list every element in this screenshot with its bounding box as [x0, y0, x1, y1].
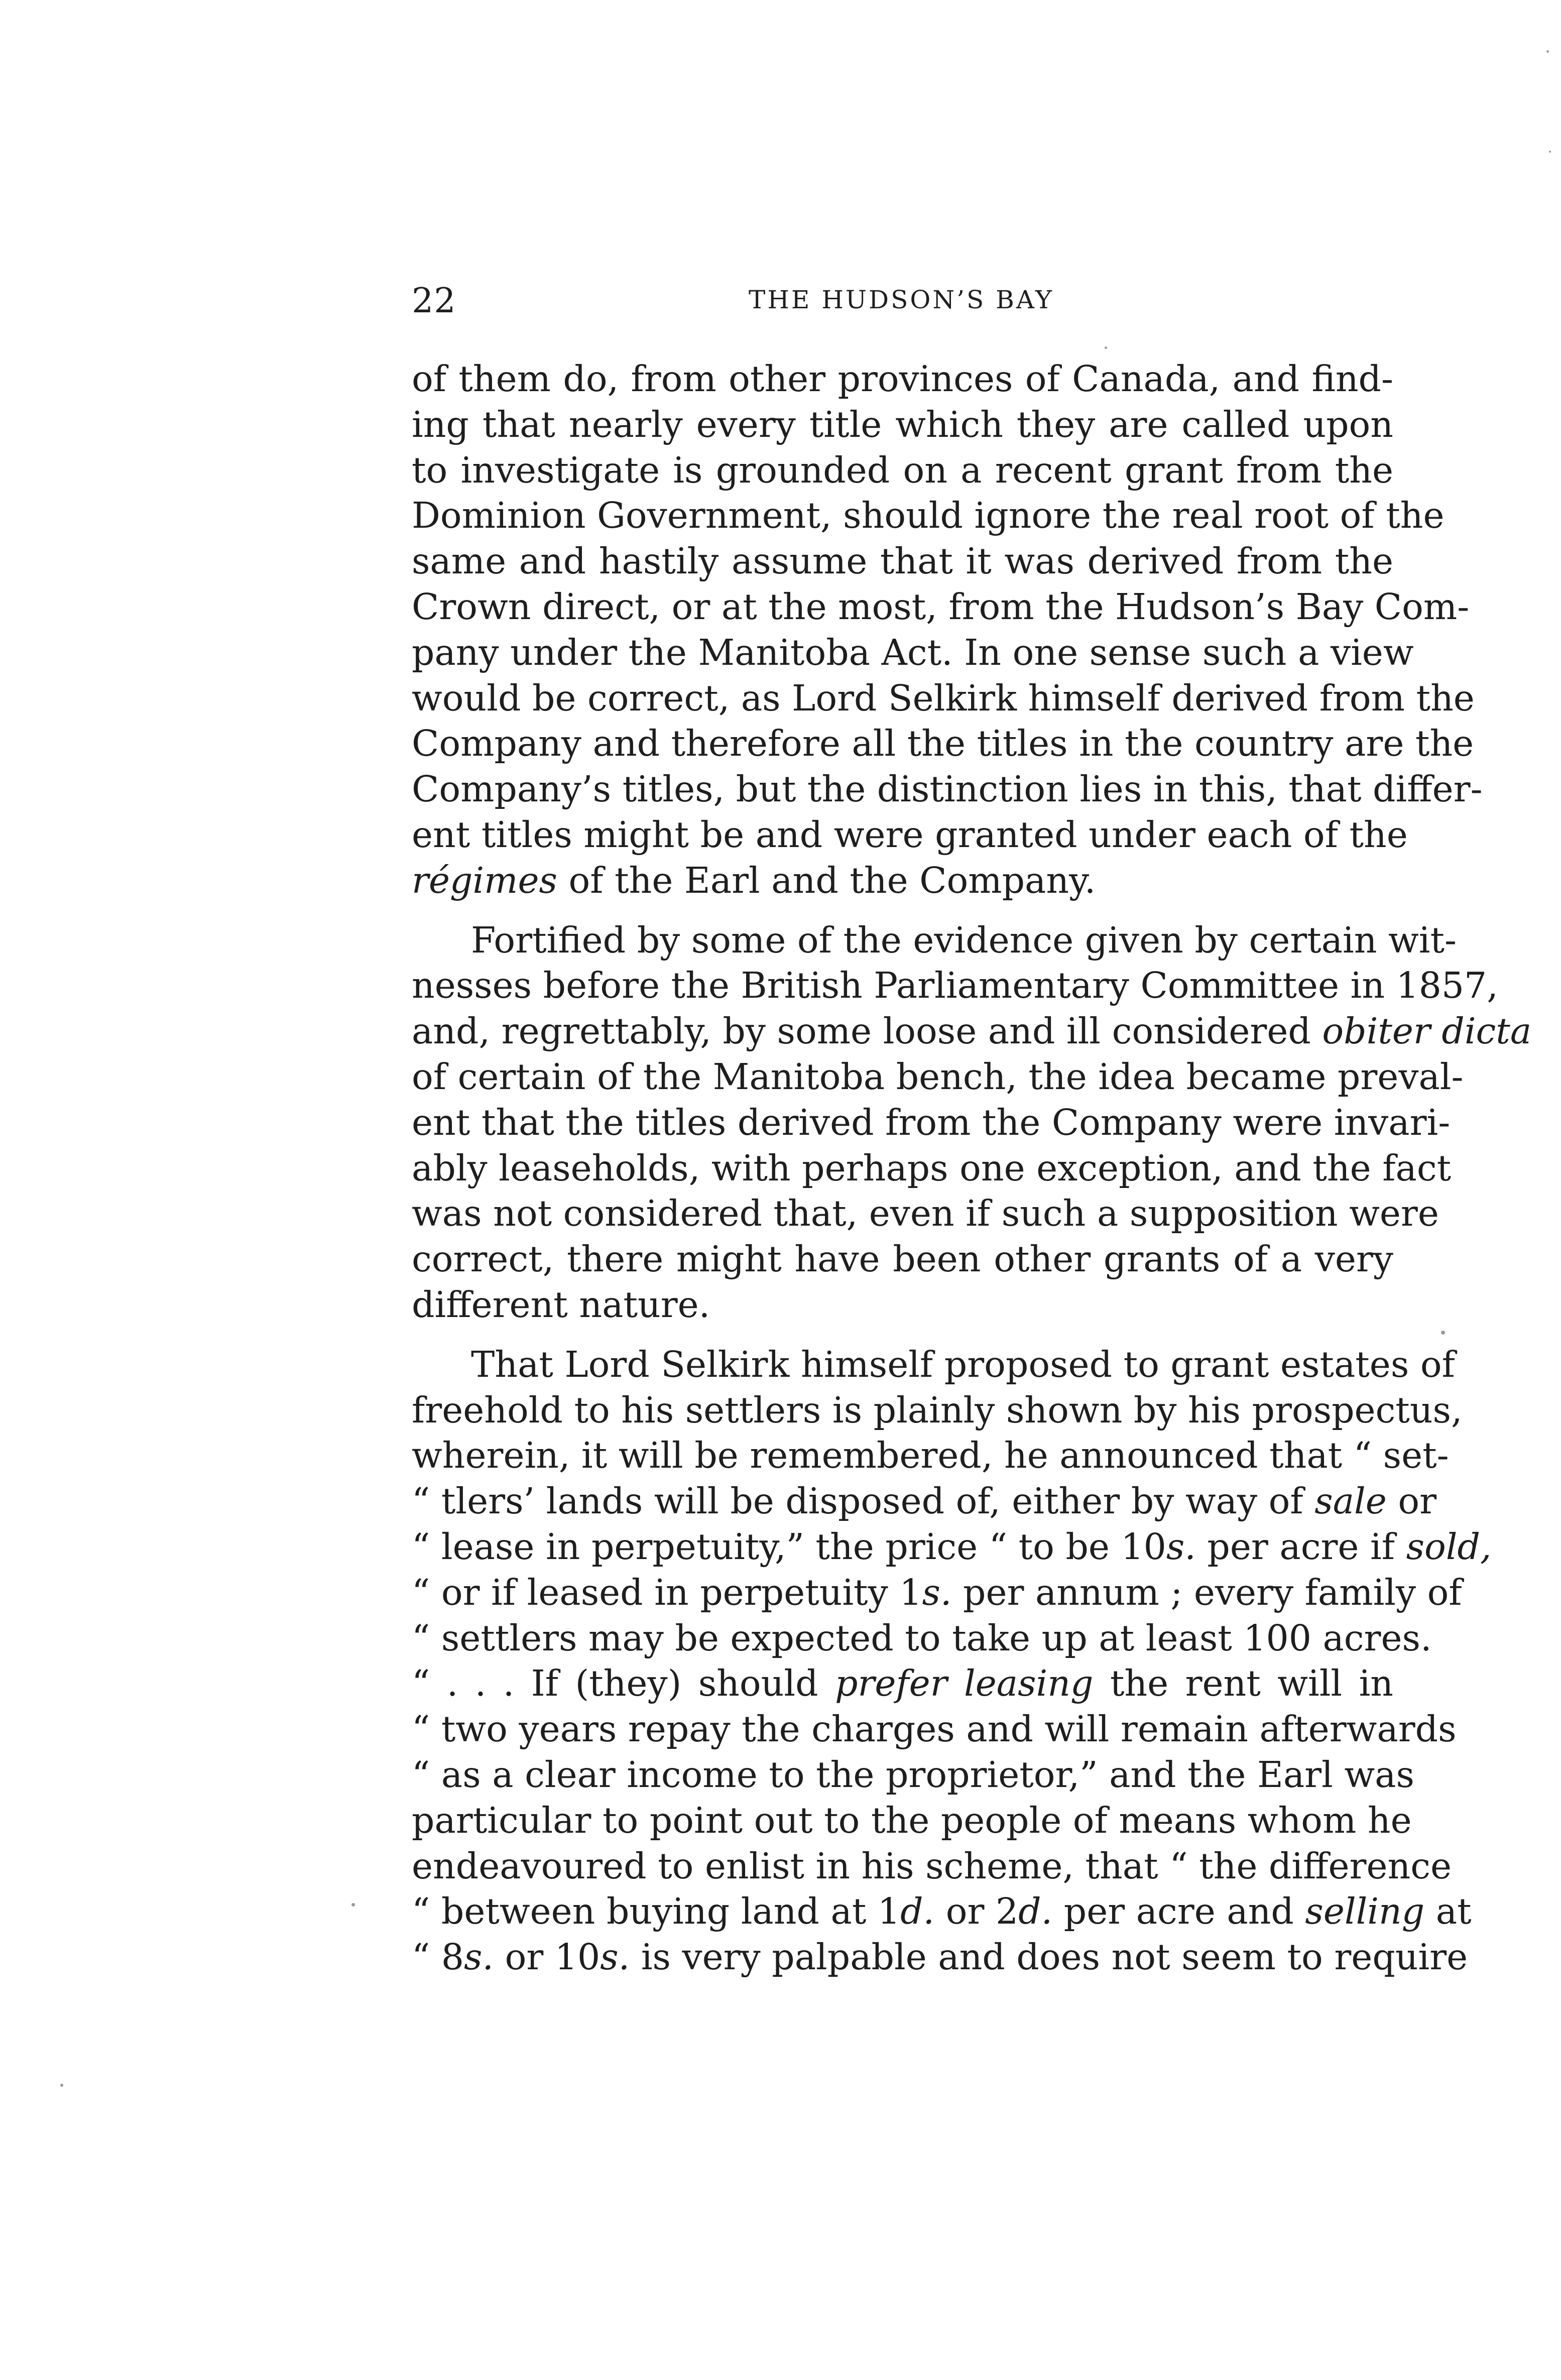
- text-line: different nature.: [412, 1283, 710, 1326]
- text-line: endeavoured to enlist in his scheme, that “ the difference: [412, 1845, 1452, 1887]
- text-line: “ as a clear income to the proprietor,” and the Earl was: [412, 1753, 1414, 1796]
- text-line: freehold to his settlers is plainly shown by his prospectus,: [412, 1389, 1463, 1431]
- text-line: régimes of the Earl and the Company.: [412, 859, 1096, 901]
- text-line: Crown direct, or at the most, from the Hudson’s Bay Com-: [412, 585, 1470, 628]
- running-title: THE HUDSON’S BAY: [748, 285, 1054, 314]
- text-line: wherein, it will be remembered, he announced that “ set-: [412, 1435, 1449, 1477]
- text-line: “ two years repay the charges and will remain afterwards: [412, 1708, 1457, 1750]
- text-line: ing that nearly every title which they are called upon: [412, 403, 1393, 445]
- text-line: ent that the titles derived from the Company were invari-: [412, 1101, 1451, 1143]
- paragraph-1: [412, 356, 1483, 904]
- paragraph-2: [412, 918, 1532, 1328]
- text-line: Company’s titles, but the distinction lies in this, that differ-: [412, 768, 1483, 810]
- text-line: “ . . . If (they) should prefer leasing the rent will in: [412, 1662, 1394, 1705]
- text-line: Company and therefore all the titles in the country are the: [412, 723, 1474, 765]
- text-line: That Lord Selkirk himself proposed to grant estates of: [471, 1343, 1455, 1385]
- text-line: “ or if leased in perpetuity 1s. per annum ; every family of: [412, 1571, 1462, 1613]
- text-line: pany under the Manitoba Act. In one sense such a view: [412, 631, 1414, 673]
- italic-term: régimes: [412, 859, 557, 901]
- body-text: [412, 356, 1532, 1980]
- scan-speck: [60, 2084, 63, 2087]
- italic-term: obiter dicta: [1322, 1010, 1532, 1052]
- text-line: particular to point out to the people of means whom he: [412, 1799, 1412, 1841]
- scan-speck: [1549, 151, 1551, 153]
- running-header: [412, 281, 1391, 326]
- text-line: of certain of the Manitoba bench, the idea became preval-: [412, 1055, 1464, 1098]
- text-line: “ 8s. or 10s. is very palpable and does not seem to require: [412, 1936, 1468, 1978]
- text-line: was not considered that, even if such a supposition were: [412, 1193, 1439, 1235]
- text-line: correct, there might have been other grants of a very: [412, 1238, 1393, 1280]
- text-line: ent titles might be and were granted under each of the: [412, 813, 1408, 856]
- text-line: “ tlers’ lands will be disposed of, either by way of sale or: [412, 1480, 1437, 1522]
- text-line: nesses before the British Parliamentary Committee in 1857,: [412, 965, 1498, 1007]
- text-line: would be correct, as Lord Selkirk himself derived from the: [412, 677, 1475, 719]
- text-line: same and hastily assume that it was derived from the: [412, 540, 1393, 582]
- page-number: 22: [412, 281, 456, 321]
- scan-speck: [351, 1903, 355, 1907]
- text-line: “ between buying land at 1d. or 2d. per acre and selling at: [412, 1890, 1472, 1933]
- text-line: “ settlers may be expected to take up at least 100 acres.: [412, 1617, 1432, 1659]
- scan-speck: [1441, 1331, 1445, 1335]
- text-line: to investigate is grounded on a recent grant from the: [412, 449, 1393, 491]
- text-line: ably leaseholds, with perhaps one exception, and the fact: [412, 1147, 1452, 1189]
- text-line: Dominion Government, should ignore the real root of the: [412, 495, 1445, 537]
- text-line: Fortified by some of the evidence given by certain wit-: [471, 919, 1457, 961]
- text-line: of them do, from other provinces of Canada, and find-: [412, 358, 1393, 400]
- text-line: “ lease in perpetuity,” the price “ to be 10s. per acre if sold,: [412, 1525, 1492, 1568]
- paragraph-3: [412, 1342, 1492, 1980]
- scan-speck: [1105, 346, 1107, 349]
- scan-speck: [1546, 50, 1549, 53]
- text-line: and, regrettably, by some loose and ill considered obiter dicta: [412, 1010, 1532, 1052]
